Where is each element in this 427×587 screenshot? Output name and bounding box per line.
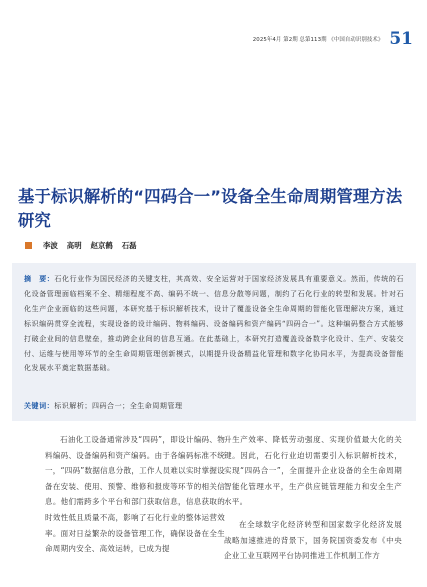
- body-column-right: [224, 432, 402, 564]
- abstract-body: 石化行业作为国民经济的关键支柱，其高效、安全运营对于国家经济发展具有重要意义。然而，传统的石化设备管理面临档案不全、精细程度不高、编码不统一、信息分散等问题，制约了石化行业的转型和发展。针对石化生产企业面临的这些问题，本研究基于标识解析技术，设计了覆盖设备全生命周期的智能化管理解决方案，通过标识编码贯穿全流程，实现设备的设计编码、物料编码、设备编码和资产编码“四码合一”。这种编码整合方式能够打破企业间的信息壁垒，推动跨企业间的信息互通。在此基础上，本研究打造覆盖设备数字化设计、生产、安装交付、运维与使用等环节的全生命周期管理创新模式，以期提升设备精益化管理和数字化协同水平，为提高设备智能化发展水平奠定数据基础。: [24, 275, 404, 373]
- keywords-label: 关键词：: [24, 402, 55, 410]
- author-name: 高明: [66, 241, 82, 250]
- author-name: 赵京鹤: [90, 241, 113, 250]
- author-name: 石磊: [121, 241, 137, 250]
- journal-header: [200, 28, 413, 50]
- author-list: [25, 240, 137, 251]
- body-paragraph: 升生产效率、降低劳动强度、实现价值最大化的关键。因此，石化行业迫切需要引入标识解析技术，实现“四码合一”，全面提升企业设备的全生命周期智能化管理水平，生产供应链管理能力和安全生产水平。: [224, 435, 402, 507]
- journal-issue-info: 2025年4月 第2期 总第113期 《中国自动识别技术》: [252, 37, 384, 43]
- abstract: [24, 272, 404, 376]
- author-name: 李波: [43, 241, 58, 250]
- keywords-text: 标识解析；四码合一；全生命周期管理: [54, 402, 183, 410]
- page-number: 51: [389, 29, 413, 49]
- body-paragraph: 在全球数字化经济转型和国家数字化经济发展战略加速推进的背景下，国务院国资委发布《中央企业工业互联网平台协同推进工作机制工作方: [224, 519, 402, 561]
- body-column-left: [45, 432, 225, 557]
- body-paragraph: 石油化工设备通常涉及“四码”，即设计编码、物料编码、设备编码和资产编码。由于各编码标准不统一，“四码”数据信息分散，工作人员难以实时掌握设备在安装、使用、预警、维修和报废等环节的相关信息。他们需跨多个平台和部门获取信息，信息获取的时效性低且质量不高，影响了石化行业的整体运营效率。面对日益繁杂的设备管理工作，确保设备在全生命周期内安全、高效运转，已成为提: [45, 435, 225, 554]
- article-title: 基于标识解析的“四码合一”设备全生命周期管理方法研究: [18, 187, 403, 230]
- abstract-label: 摘 要：: [24, 275, 55, 283]
- author-marker-icon: [25, 242, 32, 249]
- keywords: [24, 399, 404, 414]
